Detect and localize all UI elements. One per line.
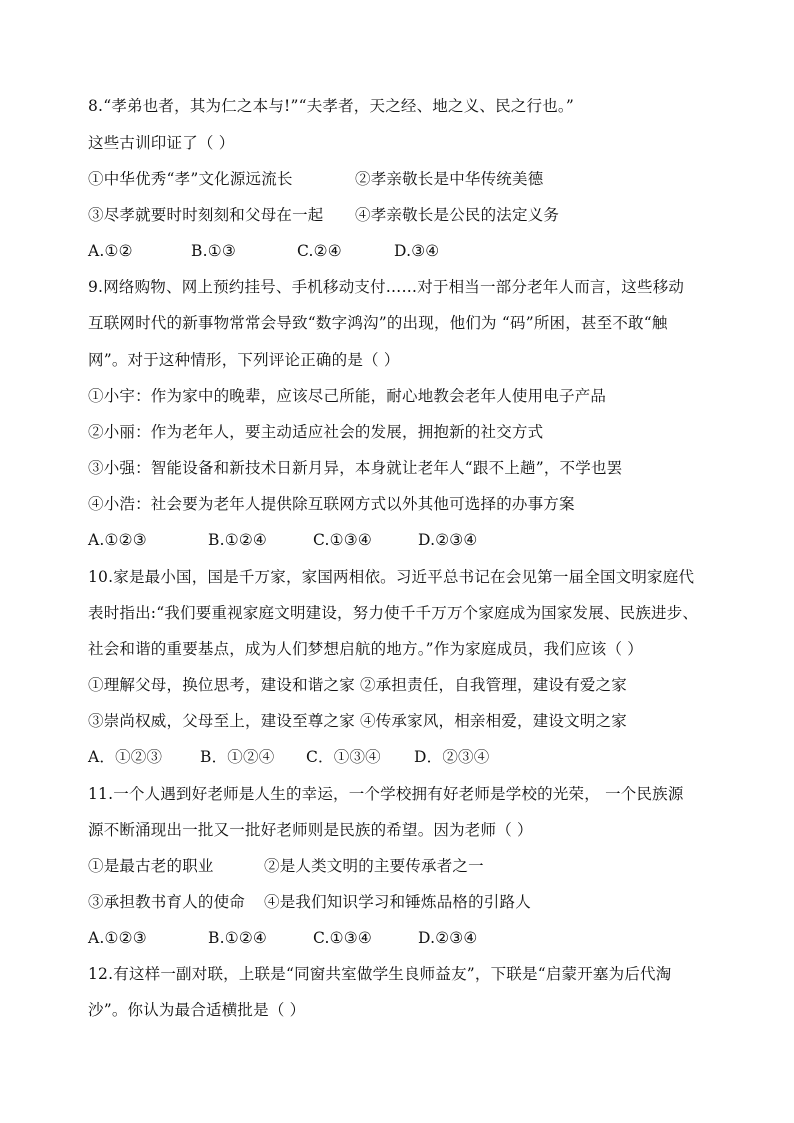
question-stem: 10.家是最小国，国是千万家，家国两相依。习近平总书记在会见第一届全国文明家庭代	[88, 568, 695, 586]
statement: ②是人类文明的主要传承者之一	[264, 857, 484, 875]
statement: ①小宇：作为家中的晚辈，应该尽己所能，耐心地教会老年人使用电子产品	[88, 387, 607, 405]
option-d[interactable]: D.③④	[394, 242, 440, 260]
option-a[interactable]: A.①②③	[88, 531, 147, 549]
question-stem: 11.一个人遇到好老师是人生的幸运，一个学校拥有好老师是学校的光荣， 一个民族源	[88, 785, 684, 803]
statement: ①是最古老的职业	[88, 857, 214, 875]
statement: ③尽孝就要时时刻刻和父母在一起	[88, 206, 324, 224]
question-stem: 8.“孝弟也者，其为仁之本与!”“夫孝者，天之经、地之义、民之行也。”	[88, 97, 574, 115]
option-b[interactable]: B.①②④	[208, 531, 268, 549]
option-c[interactable]: C．①③④	[306, 748, 381, 766]
option-b[interactable]: B．①②④	[200, 748, 275, 766]
statement: ④孝亲敬长是公民的法定义务	[355, 206, 560, 224]
statement-row	[88, 205, 708, 225]
statement: ③承担教书育人的使命	[88, 893, 246, 911]
question-stem: 互联网时代的新事物常常会导致“数字鸿沟”的出现，他们为 “码”所困，甚至不敢“触	[88, 314, 668, 332]
option-a[interactable]: A.①②③	[88, 929, 147, 947]
question-stem: 12.有这样一副对联，上联是“同窗共室做学生良师益友”，下联是“启蒙开塞为后代淘	[88, 965, 672, 983]
statement: ④是我们知识学习和锤炼品格的引路人	[264, 893, 531, 911]
options-row	[88, 747, 708, 767]
option-b[interactable]: B.①③	[191, 242, 236, 260]
statement-row: ①理解父母，换位思考，建设和谐之家 ②承担责任，自我管理，建设有爱之家	[88, 676, 627, 694]
statement-row	[88, 856, 708, 876]
statement: ③小强：智能设备和新技术日新月异，本身就让老年人“跟不上趟”，不学也罢	[88, 459, 623, 477]
options-row	[88, 530, 708, 550]
option-c[interactable]: C.②④	[297, 242, 342, 260]
statement: ④小浩：社会要为老年人提供除互联网方式以外其他可选择的办事方案	[88, 495, 575, 513]
option-d[interactable]: D.②③④	[418, 531, 478, 549]
option-a[interactable]: A．①②③	[88, 748, 163, 766]
question-stem: 这些古训印证了（ ）	[88, 134, 235, 152]
statement-row	[88, 169, 708, 189]
question-stem: 源不断涌现出一批又一批好老师则是民族的希望。因为老师（ ）	[88, 821, 533, 839]
question-stem: 沙”。你认为最合适横批是（ ）	[88, 1001, 306, 1019]
question-stem: 9.网络购物、网上预约挂号、手机移动支付……对于相当一部分老年人而言，这些移动	[88, 278, 685, 296]
options-row	[88, 928, 708, 948]
question-stem: 网”。对于这种情形，下列评论正确的是（ ）	[88, 351, 400, 369]
option-b[interactable]: B.①②④	[208, 929, 268, 947]
question-stem: 社会和谐的重要基点，成为人们梦想启航的地方。”作为家庭成员，我们应该（ ）	[88, 640, 644, 658]
option-c[interactable]: C.①③④	[313, 929, 372, 947]
statement-row	[88, 892, 708, 912]
statement: ②孝亲敬长是中华传统美德	[355, 170, 544, 188]
option-c[interactable]: C.①③④	[313, 531, 372, 549]
statement: ②小丽：作为老年人，要主动适应社会的发展，拥抱新的社交方式	[88, 423, 544, 441]
option-a[interactable]: A.①②	[88, 242, 133, 260]
statement: ①中华优秀“孝”文化源远流长	[88, 170, 293, 188]
option-d[interactable]: D.②③④	[418, 929, 478, 947]
options-row	[88, 241, 708, 261]
question-stem: 表时指出:“我们要重视家庭文明建设，努力使千千万万个家庭成为国家发展、民族进步、	[88, 604, 699, 622]
option-d[interactable]: D．②③④	[414, 748, 490, 766]
statement-row: ③崇尚权威，父母至上，建设至尊之家 ④传承家风，相亲相爱，建设文明之家	[88, 712, 627, 730]
